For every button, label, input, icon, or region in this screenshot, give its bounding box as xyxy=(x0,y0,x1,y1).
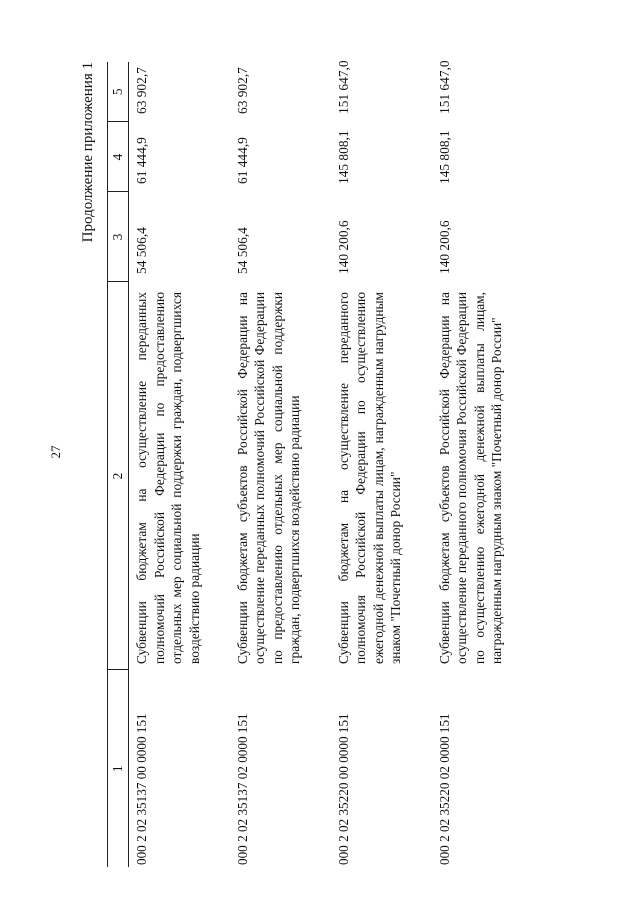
row-value-col5: 63 902,7 xyxy=(234,67,250,114)
table-row xyxy=(331,62,432,867)
row-value-col3: 140 200,6 xyxy=(436,220,452,274)
row-value-col3: 54 506,4 xyxy=(134,227,149,274)
row-value-col3: 54 506,4 xyxy=(234,227,250,274)
table-row xyxy=(230,62,331,867)
row-value-col5: 151 647,0 xyxy=(436,60,452,114)
continuation-title: Продолжение приложения 1 xyxy=(80,62,96,243)
row-value-col3: 140 200,6 xyxy=(335,220,351,274)
column-header-5: 5 xyxy=(108,62,129,122)
column-header-3: 3 xyxy=(108,192,129,282)
rotated-page-content xyxy=(75,62,575,867)
row-value-col4: 61 444,9 xyxy=(234,137,250,184)
table-row xyxy=(432,62,533,867)
row-name: Субвенции бюджетам субъектов Российской Федерации на осуществление переданных полномочий Российской Федерации по предоставлению отдельных мер социальной поддержки граждан, подвергшихся воздействию радиации xyxy=(234,292,303,664)
row-code: 000 2 02 35137 02 0000 151 xyxy=(234,713,250,865)
row-name: Субвенции бюджетам на осуществление переданного полномочия Российской Федерации по осуществлению ежегодной денежной выплаты лицам, награжденным нагрудным знаком "Почетный донор России" xyxy=(335,292,404,664)
page-number: 27 xyxy=(48,445,63,459)
row-code: 000 2 02 35220 00 0000 151 xyxy=(335,713,351,865)
row-value-col4: 145 808,1 xyxy=(436,130,452,184)
table-header-row xyxy=(108,62,129,867)
row-name: Субвенции бюджетам на осуществление переданных полномочий Российской Федерации по предоставлению отдельных мер социальной поддержки граждан, подвергшихся воздействию радиации xyxy=(134,292,202,664)
row-value-col4: 145 808,1 xyxy=(335,130,351,184)
row-code: 000 2 02 35220 02 0000 151 xyxy=(436,713,452,865)
table-row xyxy=(129,62,230,867)
column-header-4: 4 xyxy=(108,122,129,192)
column-header-2: 2 xyxy=(108,282,129,670)
row-value-col5: 151 647,0 xyxy=(335,60,351,114)
budget-table xyxy=(107,62,533,867)
column-header-1: 1 xyxy=(108,670,129,867)
row-value-col5: 63 902,7 xyxy=(134,67,149,114)
row-code: 000 2 02 35137 00 0000 151 xyxy=(134,713,149,865)
row-value-col4: 61 444,9 xyxy=(134,137,149,184)
row-name: Субвенции бюджетам субъектов Российской Федерации на осуществление переданного полномочия Российской Федерации по осуществлению ежегодной денежной выплаты лицам, награжденным нагрудным знаком "Почетный донор России" xyxy=(436,292,505,664)
